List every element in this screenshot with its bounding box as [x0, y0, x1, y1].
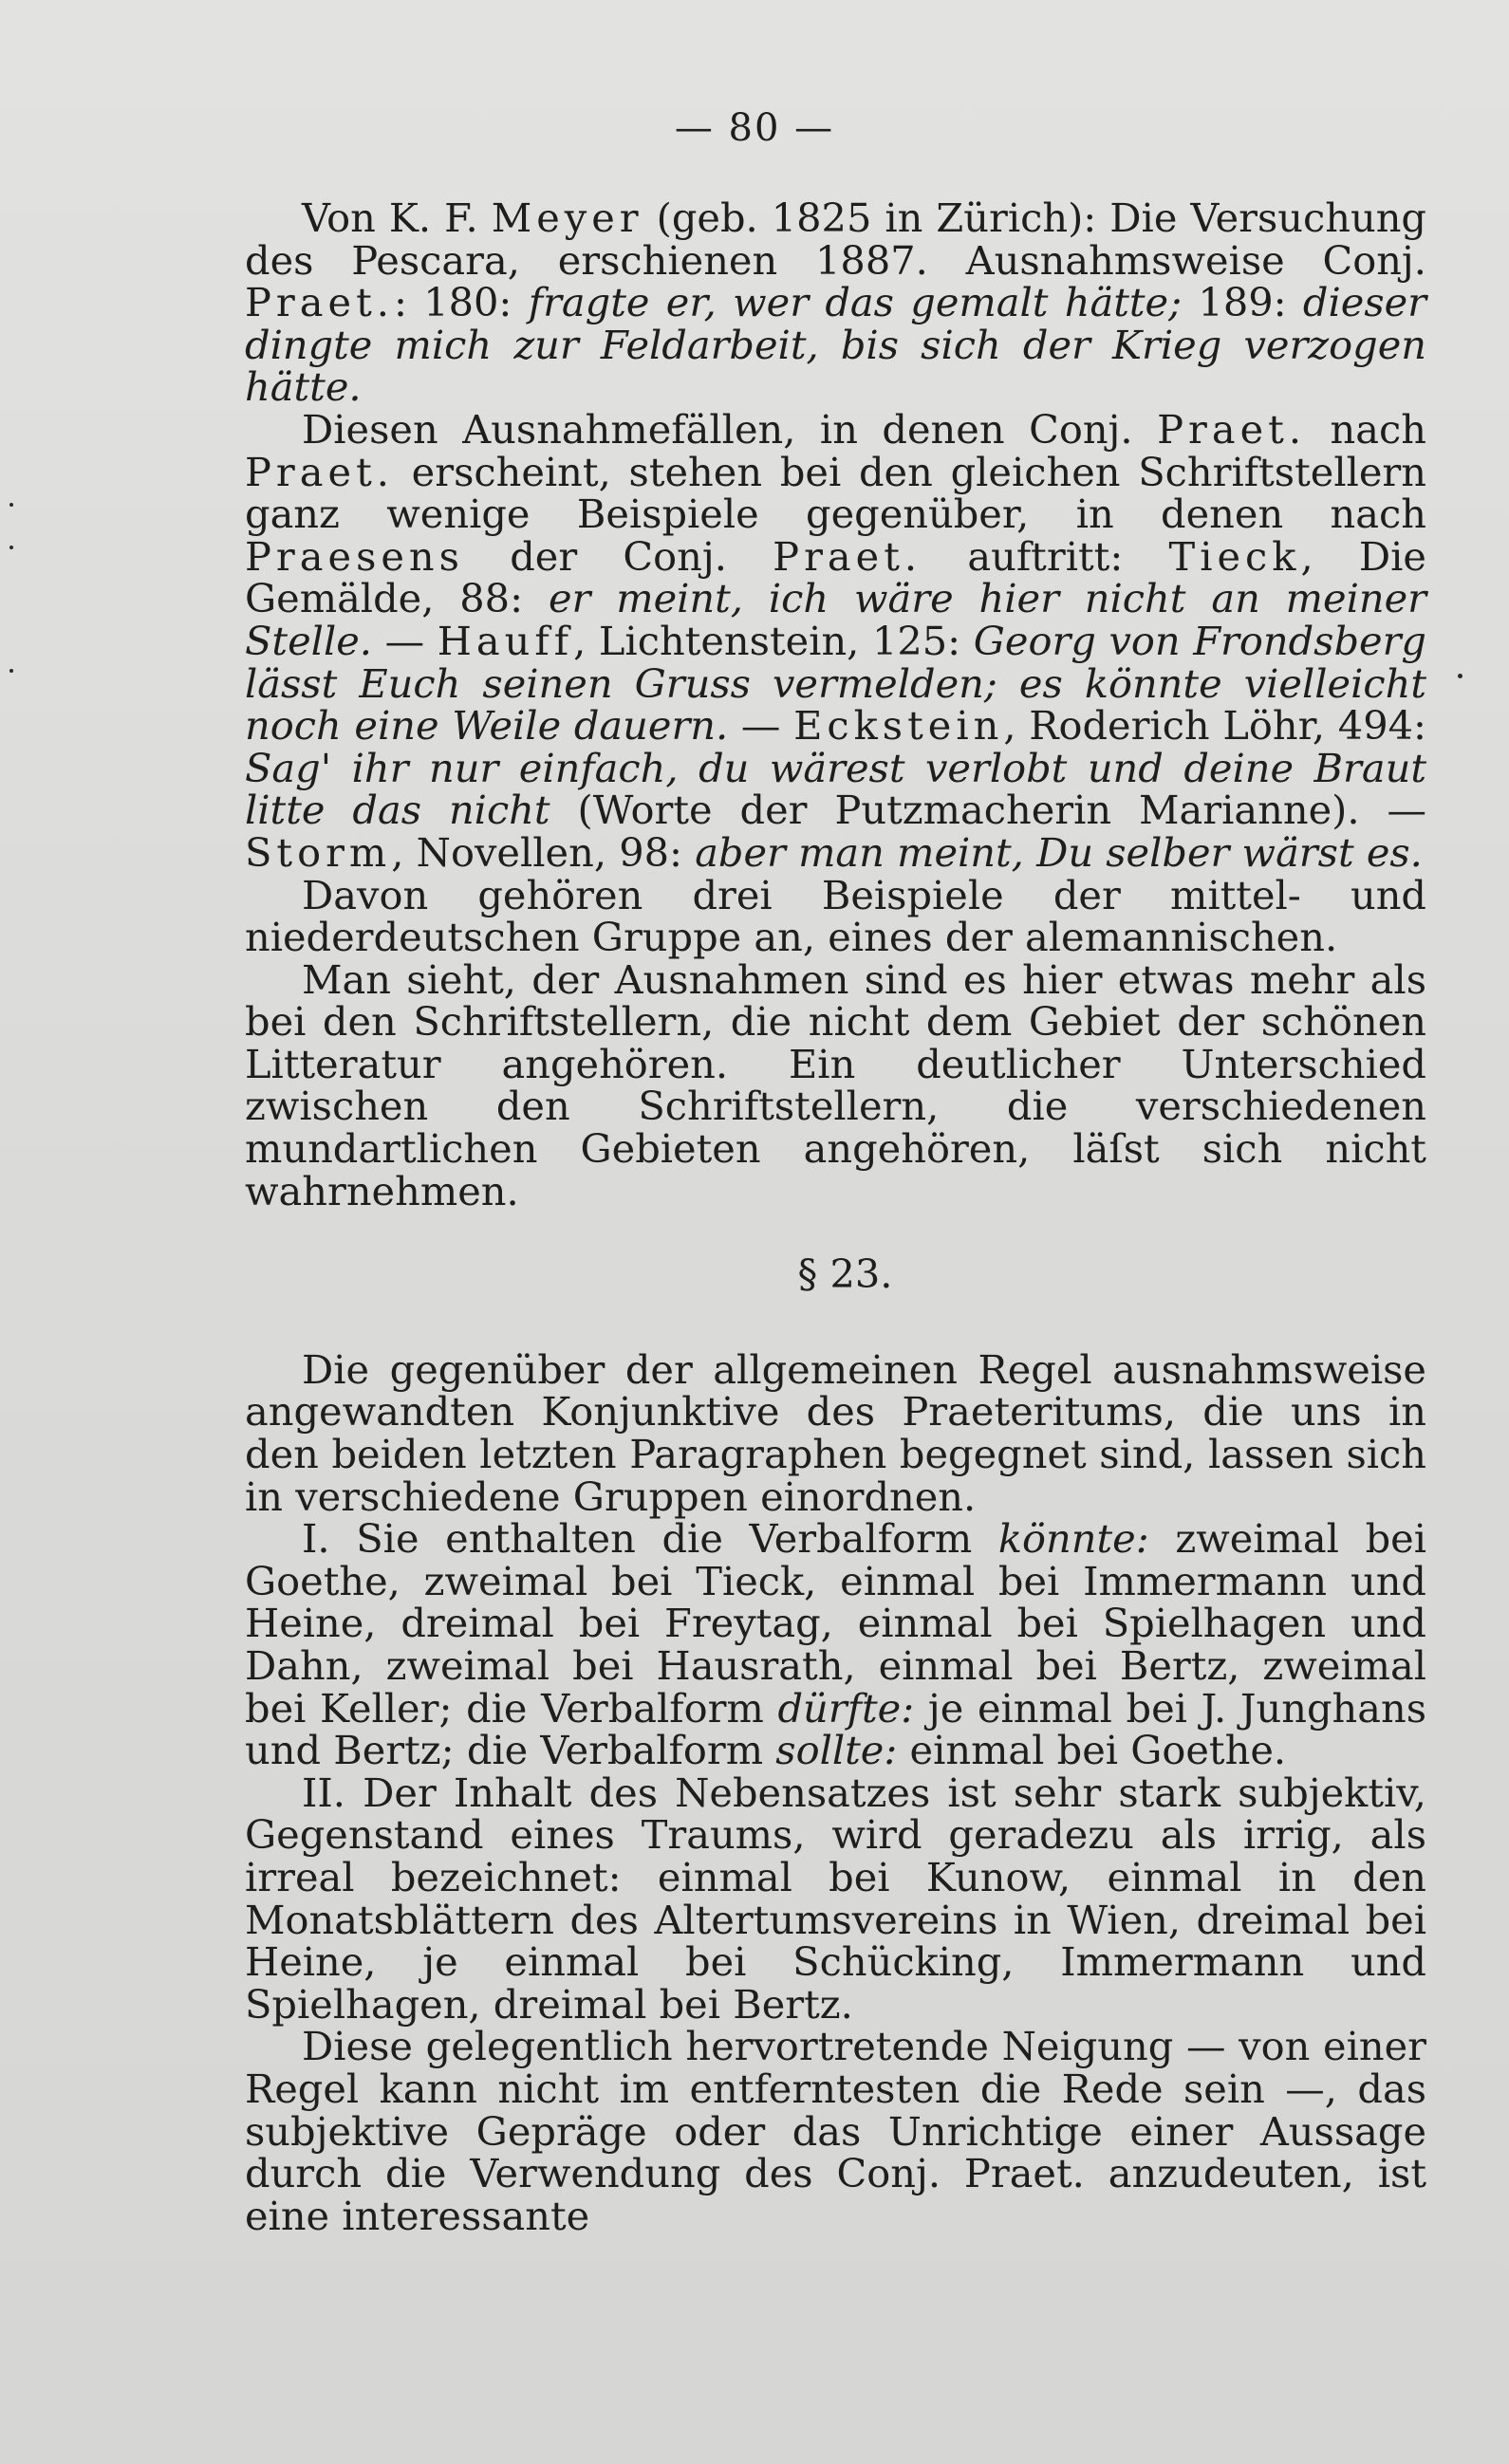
- spaced-run: Eckstein: [793, 702, 1004, 750]
- paragraph: [245, 2023, 1426, 2239]
- spaced-run: Praet.: [1157, 405, 1307, 453]
- italic-run: er meint, ich wäre hier nicht an meiner Stelle.: [245, 575, 1426, 664]
- italic-run: könnte:: [997, 1515, 1149, 1563]
- text-run: : 180:: [393, 279, 529, 326]
- spaced-run: Storm: [245, 828, 392, 876]
- spaced-run: Praet.: [245, 448, 394, 495]
- text-run: , Roderich Löhr, 494:: [1003, 702, 1426, 750]
- text-run: zweimal bei Goethe, zweimal bei Tieck, einmal bei Immermann und Heine, dreimal bei Freytag, einmal bei Spielhagen und Dahn, zweimal bei Hausrath, einmal bei Bertz, zweimal bei Keller; die Verbalform: [245, 1515, 1426, 1732]
- text-run: (Worte der Putzmacherin Marianne). —: [550, 787, 1426, 834]
- text-run: —: [371, 617, 438, 664]
- text-run: II. Der Inhalt des Nebensatzes ist sehr stark subjektiv, Gegenstand eines Traums, wird geradezu als irrig, als irreal bezeichnet: einmal bei Kunow, einmal in den Monatsblättern des Altertumsvereins in Wien, dreimal bei Heine, je einmal bei Schücking, Immermann und Spielhagen, dreimal bei Bertz.: [245, 1769, 1426, 2028]
- text-run: Diesen Ausnahmefällen, in denen Conj.: [302, 405, 1158, 453]
- text-run: Davon gehören drei Beispiele der mittel- und niederdeutschen Gruppe an, eines der alemannischen.: [245, 871, 1426, 961]
- margin-speck: [1458, 674, 1462, 678]
- margin-speck: [9, 546, 13, 549]
- text-run: 189:: [1182, 279, 1303, 326]
- section-heading: § 23.: [797, 1251, 893, 1298]
- text-run: —: [728, 702, 794, 750]
- spaced-run: Hauff: [437, 617, 574, 664]
- text-run: , Lichtenstein, 125:: [573, 617, 974, 664]
- text-run: Man sieht, der Ausnahmen sind es hier etwas mehr als bei den Schriftstellern, die nicht dem Gebiet der schönen Litteratur angehören. Ein deutlicher Unterschied zwischen den Schriftstellern, die verschiedenen mundartlichen Gebieten angehören, läſst sich nicht wahrnehmen.: [245, 955, 1426, 1214]
- text-run: erscheint, stehen bei den gleichen Schriftstellern ganz wenige Beispiele gegenüber, in denen nach: [245, 448, 1426, 538]
- text-run: , Die Gemälde, 88:: [245, 532, 1426, 622]
- paragraph: [245, 871, 1426, 961]
- italic-run: sollte:: [775, 1727, 898, 1774]
- italic-run: aber man meint, Du selber wärst es.: [695, 828, 1423, 876]
- italic-run: Sag' ihr nur einfach, du wärest verlobt und deine Braut litte das nicht: [245, 744, 1426, 834]
- italic-run: dieser dingte mich zur Feldarbeit, bis sich der Krieg verzogen hätte.: [245, 279, 1427, 411]
- spaced-run: Praet.: [245, 279, 394, 326]
- page-number: — 80 —: [674, 106, 835, 150]
- spaced-run: Meyer: [491, 195, 643, 241]
- text-run: Diese gelegentlich hervortretende Neigung — von einer Regel kann nicht im entferntesten die Rede sein —, das subjektive Gepräge oder das Unrichtige einer Aussage durch die Verwendung des Conj. Praet. anzudeuten, ist eine interessante: [245, 2023, 1426, 2239]
- text-run: der Conj.: [463, 532, 773, 580]
- margin-speck: [9, 503, 13, 507]
- text-run: auftritt:: [922, 532, 1169, 580]
- italic-run: dürfte:: [777, 1684, 915, 1732]
- spaced-run: Tieck: [1168, 532, 1301, 580]
- text-run: I. Sie enthalten die Verbalform: [302, 1515, 998, 1563]
- paragraph: [245, 197, 1426, 409]
- paragraph: [245, 955, 1426, 1214]
- paragraph: [245, 1515, 1426, 1774]
- spaced-run: Praet.: [773, 532, 922, 580]
- text-run: (geb. 1825 in Zürich): Die Versuchung des Pescara, erschienen 1887. Ausnahmsweise Conj.: [245, 195, 1426, 284]
- paragraph: [245, 1769, 1426, 2028]
- paragraph: [245, 405, 1426, 876]
- page-body: [245, 197, 1426, 2237]
- text-run: Von K. F.: [302, 195, 492, 241]
- text-run: je einmal bei J. Junghans und Bertz; die Verbalform: [245, 1684, 1426, 1774]
- text-run: , Novellen, 98:: [391, 828, 696, 876]
- text-run: einmal bei Goethe.: [897, 1727, 1287, 1774]
- margin-speck: [9, 669, 13, 673]
- paragraph: [245, 1345, 1426, 1520]
- spaced-run: Praesens: [245, 532, 464, 580]
- text-run: Die gegenüber der allgemeinen Regel ausnahmsweise angewandten Konjunktive des Praeteritums, die uns in den beiden letzten Paragraphen begegnet sind, lassen sich in verschiedene Gruppen einordnen.: [245, 1345, 1426, 1520]
- text-run: nach: [1306, 405, 1426, 453]
- italic-run: Georg von Frondsberg lässt Euch seinen Gruss vermelden; es könnte vielleicht noch eine Weile dauern.: [245, 617, 1426, 750]
- italic-run: fragte er, wer das gemalt hätte;: [528, 279, 1183, 326]
